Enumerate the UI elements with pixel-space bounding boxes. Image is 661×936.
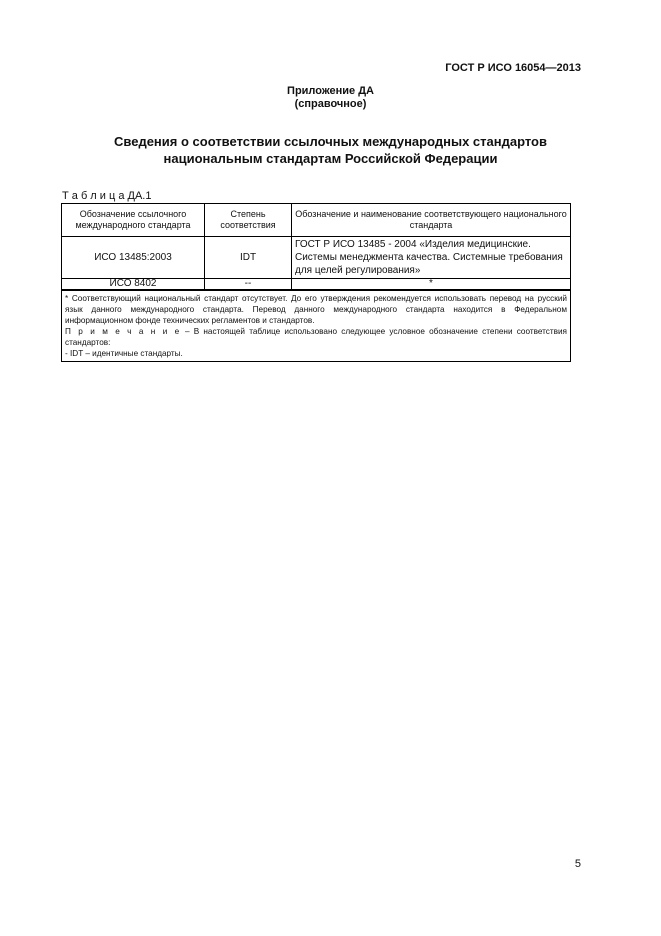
standards-correspondence-table [61,203,571,362]
cell-national-standard: ГОСТ Р ИСО 13485 - 2004 «Изделия медицинские. Системы менеджмента качества. Системные требования для целей регулирования» [292,237,571,279]
table-header-row [62,204,571,237]
cell-degree: -- [205,279,292,291]
annex-title: Приложение ДА [287,85,374,97]
cell-degree: IDT [205,237,292,279]
cell-international-standard: ИСО 13485:2003 [62,237,205,279]
main-title-line-1: Сведения о соответствии ссылочных международных стандартов [114,134,547,149]
table-caption: Т а б л и ц а ДА.1 [62,190,152,202]
header-degree-of-correspondence: Степень соответствия [205,204,292,237]
table-row [62,237,571,279]
table-footnote-row [62,290,571,362]
header-national-standard: Обозначение и наименование соответствующего национального стандарта [292,204,571,237]
document-code: ГОСТ Р ИСО 16054—2013 [445,62,581,74]
note-paragraph [65,326,567,348]
note-item: - IDT – идентичные стандарты. [65,349,183,358]
note-label: П р и м е ч а н и е [65,327,181,336]
page-number: 5 [574,858,581,870]
table-footnote-cell [62,290,571,362]
cell-national-standard: * [292,279,571,291]
cell-international-standard: ИСО 8402 [62,279,205,291]
footnote-text: * Соответствующий национальный стандарт отсутствует. До его утверждения рекомендуется использовать перевод на русский язык данного международного стандарта. Перевод данного международного стандарта находится в Федеральном информационном фонде технических регламентов и стандартов. [65,294,567,325]
table-row [62,279,571,291]
main-title [0,133,661,167]
annex-subtitle: (справочное) [294,98,367,110]
note-text: – В настоящей таблице использовано следующее условное обозначение степени соответствия стандартов: [65,327,567,347]
main-title-line-2: национальным стандартам Российской Федерации [163,151,498,166]
header-international-standard: Обозначение ссылочного международного стандарта [62,204,205,237]
